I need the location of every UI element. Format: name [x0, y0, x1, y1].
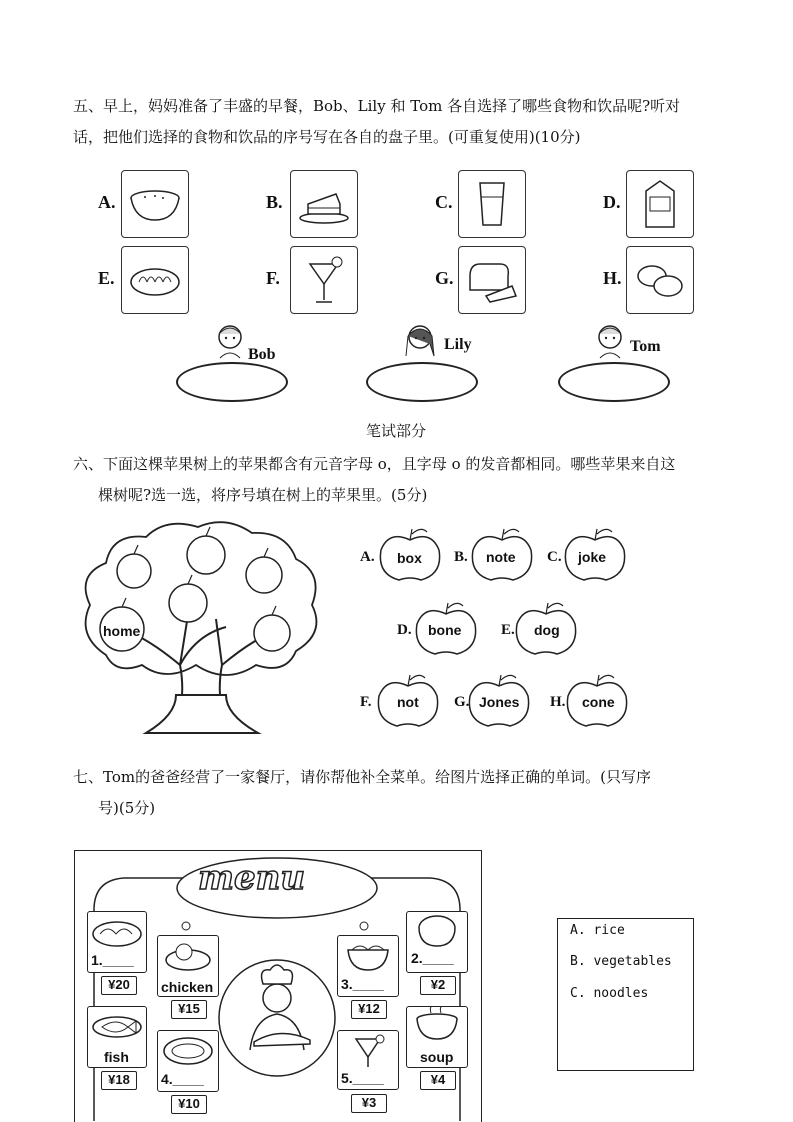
apple-label-d: D. [397, 622, 412, 638]
bob-plate[interactable] [176, 362, 288, 402]
apple-e-word: dog [534, 622, 560, 638]
menu-item-1-price: ¥20 [101, 976, 137, 995]
apple-c-word: joke [578, 549, 607, 565]
question-5-line2: 话，把他们选择的食物和饮品的序号写在各自的盘子里。(可重复使用)(10分) [73, 128, 581, 146]
apple-label-g: G. [454, 694, 470, 710]
question-7-text [73, 762, 733, 824]
question-5-text [73, 91, 733, 153]
lily-avatar [402, 322, 438, 364]
menu-item-1-label: 1.____ [91, 952, 134, 968]
lily-name: Lily [444, 336, 472, 353]
eggs-icon [626, 246, 694, 314]
juice-cocktail-icon [290, 246, 358, 314]
food-label-e: E. [98, 268, 115, 288]
apple-label-h: H. [550, 694, 566, 710]
dumplings-icon [121, 246, 189, 314]
tree-apple-word: home [103, 623, 141, 639]
question-7-line2: 号)(5分) [98, 799, 156, 817]
menu-item-3-label: 3.____ [341, 976, 384, 992]
menu-item-3-price: ¥12 [351, 1000, 387, 1019]
apple-f-word: not [397, 694, 419, 710]
question-6-text [73, 449, 733, 511]
menu-item-fish-box [87, 1006, 147, 1068]
tom-name: Tom [630, 338, 661, 355]
menu-item-chicken-label: chicken [161, 979, 214, 995]
apple-label-f: F. [360, 694, 372, 710]
menu-item-5-box [337, 1030, 399, 1090]
menu-item-chicken-box [157, 935, 219, 997]
cake-icon [290, 170, 358, 238]
soup-bowl-icon [407, 1007, 467, 1045]
option-a: A. rice [570, 923, 625, 938]
menu-item-3-box [337, 935, 399, 997]
bob-name: Bob [248, 346, 276, 363]
fish-plate-icon [88, 912, 146, 952]
menu-item-5-price: ¥3 [351, 1094, 387, 1113]
tom-avatar [594, 322, 626, 360]
menu-item-2-price: ¥2 [420, 976, 456, 995]
apple-label-c: C. [547, 549, 562, 565]
lily-plate[interactable] [366, 362, 478, 402]
menu-item-4-box [157, 1030, 219, 1092]
menu-item-soup-label: soup [420, 1049, 454, 1065]
written-part-title: 笔试部分 [366, 422, 427, 440]
bob-avatar [214, 322, 246, 360]
apple-b-word: note [486, 549, 516, 565]
menu-item-fish-label: fish [104, 1049, 129, 1065]
rice-bowl-icon [121, 170, 189, 238]
vegetables-plate-icon [158, 1031, 218, 1071]
food-label-d: D. [603, 192, 621, 212]
apple-h-word: cone [582, 694, 615, 710]
chicken-icon [158, 936, 218, 974]
question-6-line1: 六、下面这棵苹果树上的苹果都含有元音字母 o，且字母 o 的发音都相同。哪些苹果来自这 [73, 455, 676, 473]
menu-item-4-price: ¥10 [171, 1095, 207, 1114]
food-label-a: A. [98, 192, 116, 212]
bread-icon [458, 246, 526, 314]
menu-item-2-label: 2.____ [411, 950, 454, 966]
apple-label-a: A. [360, 549, 375, 565]
menu-item-fish-price: ¥18 [101, 1071, 137, 1090]
option-b: B. vegetables [570, 954, 672, 969]
fish-icon [88, 1007, 146, 1045]
rice-bowl-menu-icon [407, 912, 467, 952]
apple-label-b: B. [454, 549, 468, 565]
question-5-line1: 五、早上，妈妈准备了丰盛的早餐，Bob、Lily 和 Tom 各自选择了哪些食物和饮品呢?听对 [73, 97, 681, 115]
tom-plate[interactable] [558, 362, 670, 402]
food-label-c: C. [435, 192, 453, 212]
milk-carton-icon [626, 170, 694, 238]
menu-item-chicken-price: ¥15 [171, 1000, 207, 1019]
food-label-b: B. [266, 192, 283, 212]
word-options-box [557, 918, 694, 1071]
option-c: C. noodles [570, 986, 649, 1001]
question-7-line1: 七、Tom的爸爸经营了一家餐厅，请你帮他补全菜单。给图片选择正确的单词。(只写序 [73, 768, 651, 786]
food-label-f: F. [266, 268, 280, 288]
question-6-line2: 棵树呢?选一选，将序号填在树上的苹果里。(5分) [98, 486, 428, 504]
menu-item-soup-price: ¥4 [420, 1071, 456, 1090]
apple-g-word: Jones [479, 694, 520, 710]
apple-d-word: bone [428, 622, 462, 638]
apple-a-word: box [397, 550, 422, 566]
food-label-g: G. [435, 268, 454, 288]
menu-title: menu [198, 858, 306, 898]
drink-icon [338, 1031, 398, 1071]
glass-icon [458, 170, 526, 238]
noodle-bowl-icon [338, 936, 398, 974]
apple-label-e: E. [501, 622, 515, 638]
menu-item-soup-box [406, 1006, 468, 1068]
menu-item-5-label: 5.____ [341, 1070, 384, 1086]
menu-item-2-box [406, 911, 468, 973]
menu-item-4-label: 4.____ [161, 1071, 204, 1087]
food-label-h: H. [603, 268, 622, 288]
menu-item-1-box [87, 911, 147, 973]
